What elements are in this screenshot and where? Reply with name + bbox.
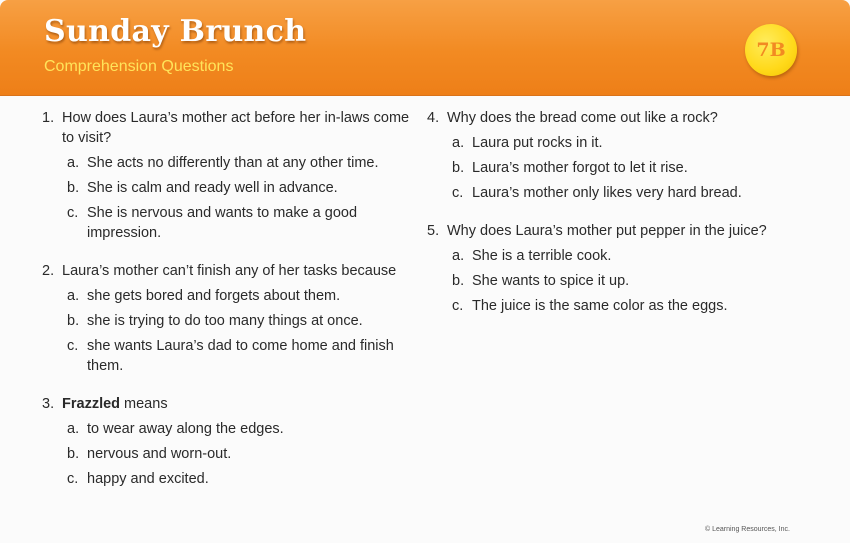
questions-right-column (427, 108, 837, 334)
answer-option (427, 296, 837, 316)
questions-left-column (42, 108, 422, 507)
answer-options (427, 133, 837, 203)
option-text: she gets bored and forgets about them. (87, 288, 341, 304)
answer-option (427, 133, 837, 153)
answer-option (427, 158, 837, 178)
option-letter: c. (67, 205, 79, 221)
option-text: happy and excited. (87, 471, 209, 487)
vocabulary-word: Frazzled (62, 396, 121, 412)
question-number: 5. (427, 223, 440, 239)
question-number: 2. (42, 263, 55, 279)
answer-option (42, 311, 422, 331)
option-letter: a. (67, 288, 80, 304)
option-text: nervous and worn-out. (87, 446, 232, 462)
option-letter: b. (67, 446, 80, 462)
option-text: The juice is the same color as the eggs. (472, 298, 728, 314)
answer-option (427, 183, 837, 203)
option-letter: c. (67, 471, 79, 487)
option-text: she is trying to do too many things at once. (87, 313, 363, 329)
answer-option (42, 469, 422, 489)
option-letter: c. (452, 185, 464, 201)
card-subtitle: Comprehension Questions (44, 58, 234, 75)
answer-option (427, 246, 837, 266)
card-header (0, 0, 850, 96)
answer-option (42, 336, 422, 376)
answer-options (42, 153, 422, 243)
answer-option (42, 444, 422, 464)
question-text: How does Laura’s mother act before her in-laws come to visit? (62, 110, 410, 146)
answer-option (42, 203, 422, 243)
question-3 (42, 394, 422, 489)
answer-option (42, 286, 422, 306)
option-letter: a. (67, 155, 80, 171)
question-text: Why does the bread come out like a rock? (447, 110, 718, 126)
question-number: 3. (42, 396, 55, 412)
question-5 (427, 221, 837, 316)
option-text: She is nervous and wants to make a good impression. (87, 205, 358, 241)
question-4 (427, 108, 837, 203)
question-number: 1. (42, 110, 55, 126)
answer-options (427, 246, 837, 316)
answer-option (42, 153, 422, 173)
question-text-rest: means (120, 396, 168, 412)
card-title: Sunday Brunch (44, 14, 307, 49)
option-text: She is calm and ready well in advance. (87, 180, 338, 196)
option-text: She wants to spice it up. (472, 273, 630, 289)
option-letter: a. (452, 135, 465, 151)
answer-option (427, 271, 837, 291)
answer-option (42, 419, 422, 439)
option-letter: c. (452, 298, 464, 314)
option-letter: b. (67, 313, 80, 329)
card-number-badge: 7B (745, 24, 797, 76)
copyright-notice: © Learning Resources, Inc. (705, 526, 790, 533)
question-text (62, 394, 422, 414)
question-1 (42, 108, 422, 243)
option-text: Laura’s mother only likes very hard bread. (472, 185, 742, 201)
option-text: She acts no differently than at any other time. (87, 155, 379, 171)
option-letter: b. (452, 160, 465, 176)
answer-options (42, 286, 422, 376)
option-letter: b. (67, 180, 80, 196)
question-2 (42, 261, 422, 376)
answer-option (42, 178, 422, 198)
option-text: Laura put rocks in it. (472, 135, 603, 151)
option-letter: c. (67, 338, 79, 354)
option-letter: a. (452, 248, 465, 264)
question-text: Why does Laura’s mother put pepper in the juice? (447, 223, 767, 239)
option-text: She is a terrible cook. (472, 248, 612, 264)
question-number: 4. (427, 110, 440, 126)
option-letter: a. (67, 421, 80, 437)
option-text: she wants Laura’s dad to come home and finish them. (87, 338, 394, 374)
answer-options (42, 419, 422, 489)
option-text: Laura’s mother forgot to let it rise. (472, 160, 688, 176)
option-text: to wear away along the edges. (87, 421, 284, 437)
question-text: Laura’s mother can’t finish any of her tasks because (62, 263, 397, 279)
option-letter: b. (452, 273, 465, 289)
